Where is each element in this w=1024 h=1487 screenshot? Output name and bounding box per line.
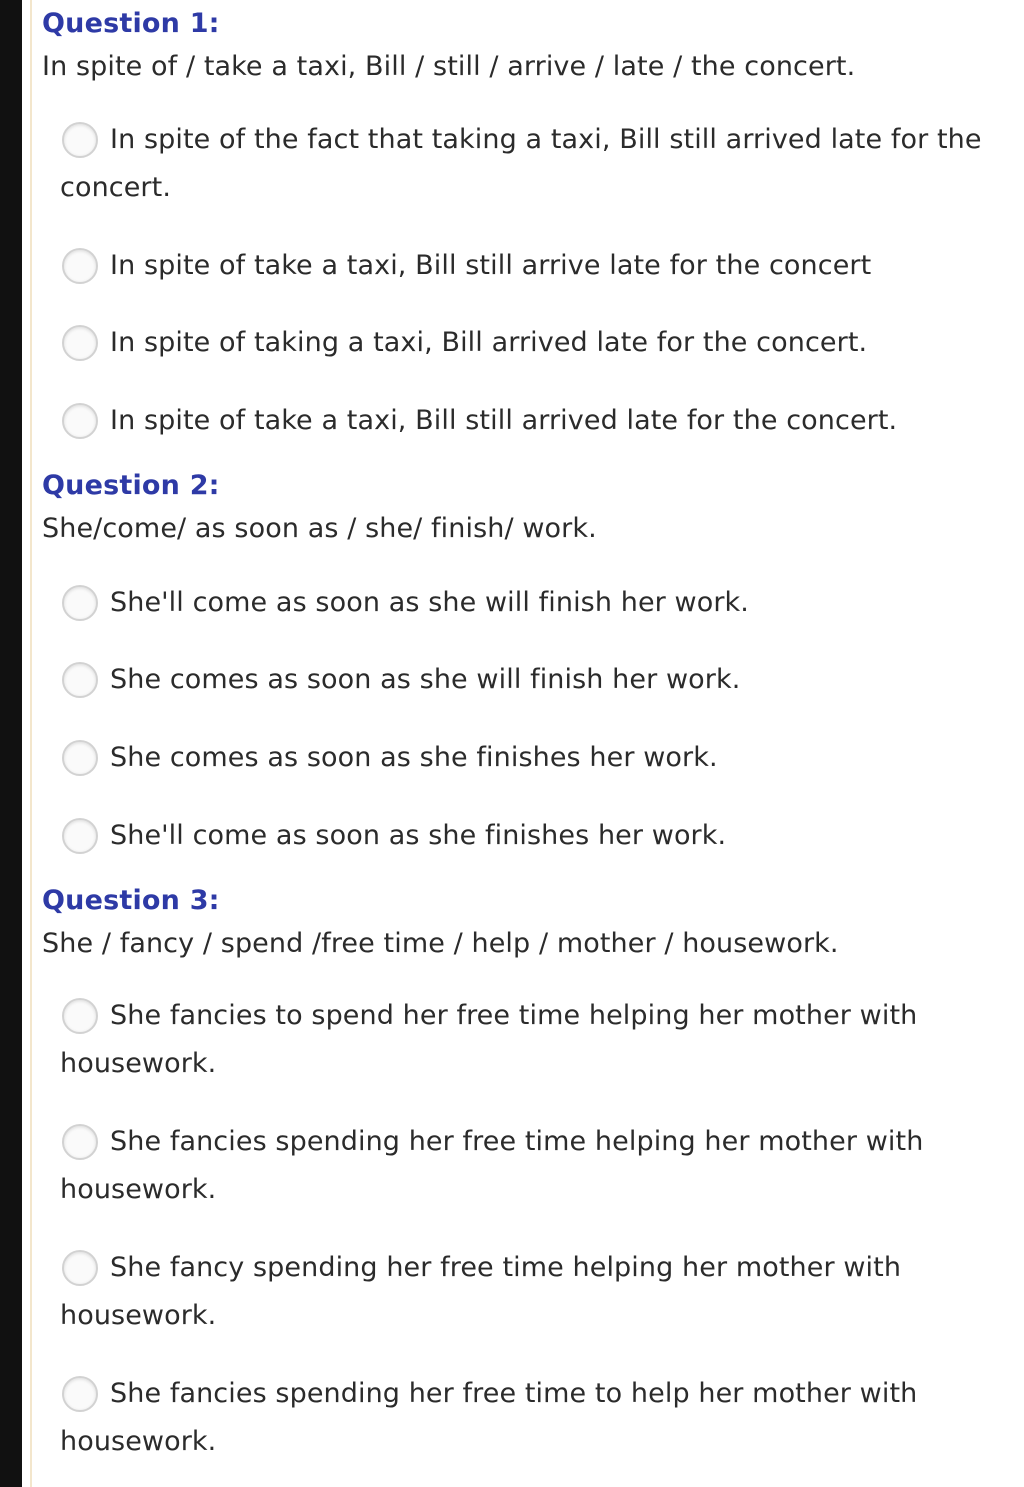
question-3-title: Question 3:	[42, 885, 220, 916]
question-1-option-1[interactable]	[60, 120, 1015, 212]
option-label: In spite of take a taxi, Bill still arrived late for the concert.	[110, 405, 898, 436]
option-label: In spite of taking a taxi, Bill arrived late for the concert.	[110, 327, 868, 358]
option-label: She comes as soon as she will finish her work.	[110, 664, 741, 695]
question-1-title: Question 1:	[42, 8, 220, 39]
question-1-prompt: In spite of / take a taxi, Bill / still / arrive / late / the concert.	[42, 51, 856, 82]
question-2-option-3[interactable]	[60, 738, 1015, 782]
option-label: She fancies to spend her free time helping her mother with housework.	[60, 1000, 918, 1079]
radio-button[interactable]	[62, 1376, 98, 1412]
left-edge-bar	[0, 0, 22, 1487]
left-rule	[30, 0, 32, 1487]
radio-button[interactable]	[62, 248, 98, 284]
question-3-option-3[interactable]	[60, 1248, 1015, 1340]
radio-button[interactable]	[62, 403, 98, 439]
option-label: She'll come as soon as she will finish her work.	[110, 587, 749, 618]
option-label: She comes as soon as she finishes her work.	[110, 742, 718, 773]
radio-button[interactable]	[62, 740, 98, 776]
question-1-option-2[interactable]	[60, 246, 1015, 290]
question-3-option-1[interactable]	[60, 996, 1015, 1088]
radio-button[interactable]	[62, 1124, 98, 1160]
radio-button[interactable]	[62, 1250, 98, 1286]
radio-button[interactable]	[62, 122, 98, 158]
question-1-option-3[interactable]	[60, 323, 1015, 367]
radio-button[interactable]	[62, 662, 98, 698]
question-3-option-2[interactable]	[60, 1122, 1015, 1214]
radio-button[interactable]	[62, 585, 98, 621]
option-label: She fancies spending her free time helping her mother with housework.	[60, 1126, 924, 1205]
option-label: She'll come as soon as she finishes her work.	[110, 820, 727, 851]
question-2-option-1[interactable]	[60, 583, 1015, 627]
option-label: In spite of the fact that taking a taxi, Bill still arrived late for the concert.	[60, 124, 982, 203]
question-2-option-2[interactable]	[60, 660, 1015, 704]
option-label: She fancies spending her free time to help her mother with housework.	[60, 1378, 918, 1457]
radio-button[interactable]	[62, 325, 98, 361]
radio-button[interactable]	[62, 998, 98, 1034]
question-2-option-4[interactable]	[60, 816, 1015, 860]
question-2-prompt: She/come/ as soon as / she/ finish/ work.	[42, 513, 597, 544]
option-label: She fancy spending her free time helping her mother with housework.	[60, 1252, 902, 1331]
radio-button[interactable]	[62, 818, 98, 854]
question-3-option-4[interactable]	[60, 1374, 1015, 1466]
question-3-prompt: She / fancy / spend /free time / help / mother / housework.	[42, 928, 839, 959]
question-1-option-4[interactable]	[60, 401, 1015, 445]
question-2-title: Question 2:	[42, 470, 220, 501]
option-label: In spite of take a taxi, Bill still arrive late for the concert	[110, 250, 872, 281]
